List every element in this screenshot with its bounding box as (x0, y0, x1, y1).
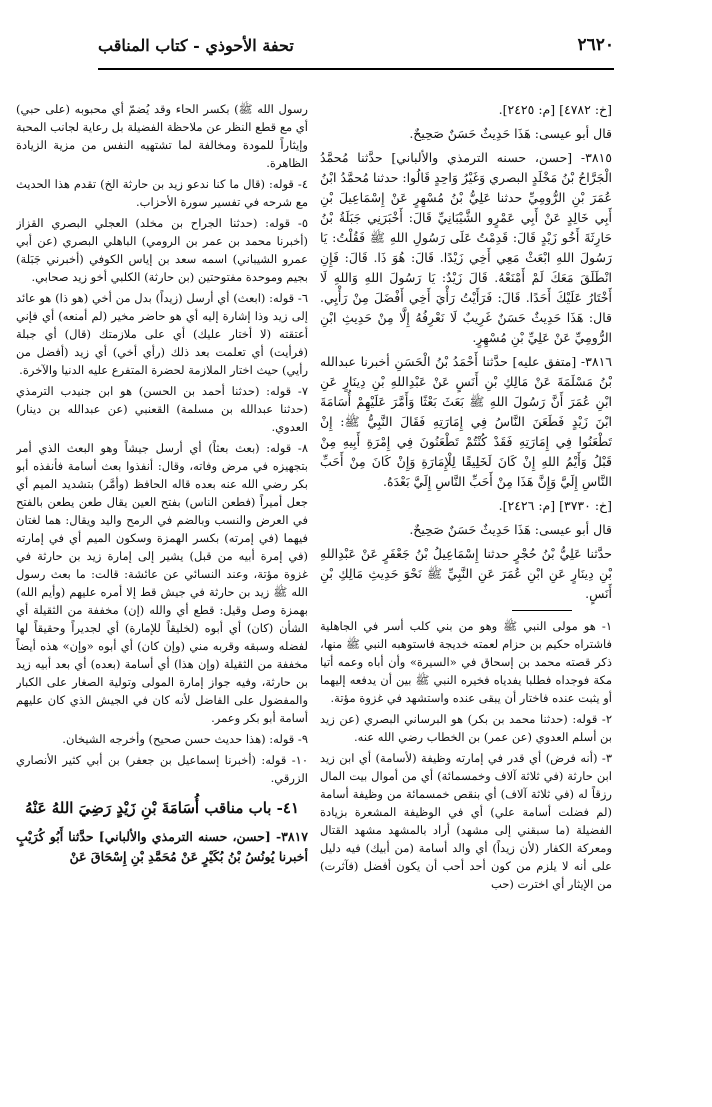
paragraph: [خ: ٤٧٨٢] [م: ٢٤٢٥]. (498, 102, 612, 117)
paragraph: رسول الله ﷺ) بكسر الحاء وقد يُضمّ أي محبوبه (على حبي) أي مع قطع النظر عن ملاحظة الفضيلة بل رعاية لجانب المحبة وإيثاراً للمودة ومخالفة لما تشتهيه النفس من مزية الزيادة الظاهرة. (16, 102, 308, 170)
paragraph: ٦- قوله: (ابعث) أي أرسل (زيداً) بدل من أخي (هو ذا) هو عائد إلى زيد وذا إشارة إليه أي هو حاضر مخير (لم أمنعه) أي فإني أعتقته (لا أختار عليك) أي على ملازمتك (قال) أي جبلة (فرأيت) أي تعلمت بعد ذلك (رأي أخي) أي زيد (أفضل من رأيي) حيث اختار الملازمة لحضرة المتفرع عليه الدنيا والآخرة. (16, 291, 308, 377)
footnote-divider (512, 610, 572, 611)
left-column (16, 100, 308, 1091)
page-header (98, 30, 614, 60)
right-column (320, 100, 612, 1091)
paragraph: قال أبو عيسى: هَذَا حَدِيثٌ حَسَنٌ صَحِيحٌ. (409, 126, 612, 141)
paragraph: ٩- قوله: (هذا حديث حسن صحيح) وأخرجه الشيخان. (62, 732, 308, 746)
header-rule (98, 68, 614, 70)
paragraph: ٥- قوله: (حدثنا الجراح بن مخلد) العجلي البصري القزاز (أخبرنا محمد بن عمر بن الرومي) الباهلي البصري (عن أبي عمرو الشيباني) اسمه سعد بن إياس الكوفي (أخبرني جَبَلة) بجيم وموحدة مفتوحتين (بن حارثة) الكلبي أخو زيد صحابي. (16, 216, 308, 284)
paragraph: ٣٨١٦- [متفق عليه] حدَّثنا أَحْمَدُ بْنُ الْحَسَنِ أخبرنا عبدالله بْنُ مَسْلَمَةَ عَنْ مَالِكِ بْنِ أَنَسٍ عَنْ عَبْدِاللهِ بْنِ دِينَارٍ عَنِ ابْنِ عُمَرَ أَنَّ رَسُولَ اللهِ ﷺ بَعَثَ بَعْثًا وَأَمَّرَ عَلَيْهِمْ أُسَامَةَ ابْنَ زَيْدٍ فَطَعَنَ النَّاسُ فِي إِمَارَتِهِ فَقَالَ النَّبِيُّ ﷺ: إِنْ تَطْعَنُوا فِي إِمَارَتِهِ فَقَدْ كُنْتُمْ تَطْعَنُونَ فِي إِمْرَةِ أَبِيهِ مِنْ قَبْلُ وَأَيْمُ اللهِ إِنْ كَانَ لَخَلِيقًا لِلْإِمَارَةِ وَإِنْ كَانَ مِنْ أَحَبِّ النَّاسِ إِلَيَّ وَإِنَّ هَذَا مِنْ أَحَبِّ النَّاسِ إِلَيَّ بَعْدَهُ. (320, 354, 612, 489)
chapter-heading: ٤١- باب مناقب أُسَامَةَ بْنِ زَيْدٍ رَضِيَ اللهُ عَنْهُ (24, 799, 300, 817)
paragraph: ١٠- قوله: (أخبرنا إسماعيل بن جعفر) بن أبي كثير الأنصاري الزرقي. (16, 753, 308, 785)
paragraph: ٤- قوله: (قال ما كنا ندعو زيد بن حارثة الخ) تقدم هذا الحديث مع شرحه في تفسير سورة الأحزاب. (16, 177, 308, 209)
footnote: ١- هو مولى النبي ﷺ وهو من بني كلب أسر في الجاهلية فاشتراه حكيم بن حزام لعمته خديجة فاستوهبه النبي ﷺ منها، ذكر قصته محمد بن إسحاق في «السيرة» وأن أباه وعمه أتيا مكة فوجداه فطلبا يفدياه فخيره النبي ﷺ بين أن يدفعه إليهما أو يثبت عنده فاختار أن يبقى عنده واستشهد في غزوة مؤتة. (320, 619, 612, 705)
footnote: ٢- قوله: (حدثنا محمد بن بكر) هو البرساني البصري (عن زيد بن أسلم العدوي (عن عمر) بن الخطاب رضي الله عنه. (320, 712, 612, 744)
paragraph: قال أبو عيسى: هَذَا حَدِيثٌ حَسَنٌ صَحِيحٌ. (409, 522, 612, 537)
paragraph: ٧- قوله: (حدثنا أحمد بن الحسن) هو ابن جنيدب الترمذي (حدثنا عبدالله بن مسلمة) القعنبي (عن عبدالله بن دينار) العدوي. (16, 384, 308, 434)
paragraph: ٣٨١٥- [حسن، حسنه الترمذي والألباني] حدَّثنا مُحمَّدُ الْجَرَّاحُ بْنُ مَخْلَدٍ البصري وَغَيْرُ وَاحِدٍ قَالُوا: حدثنا مُحمَّدُ ابْنُ عُمَرَ بْنِ الرُّومِيِّ حدثنا عَلِيُّ بْنُ مُسْهِرٍ عَنْ إِسْمَاعِيلَ بْنِ أَبِي خَالِدٍ عَنْ أَبِي عَمْرٍو الشَّيْبَانِيِّ قَالَ: أَخْبَرَنِي جَبَلَةُ بْنُ حَارِثَةَ أَخُو زَيْدٍ قَالَ: قَدِمْتُ عَلَى رَسُولِ اللهِ ﷺ فَقُلْتُ: يَا رَسُولَ اللهِ ابْعَثْ مَعِي أَخِي زَيْدًا. قَالَ: هُوَ ذَا. قَالَ: فَإِنِ انْطَلَقَ مَعَكَ لَمْ أَمْنَعْهُ. قَالَ زَيْدٌ: يَا رَسُولَ اللهِ وَاللهِ لَا أَخْتَارُ عَلَيْكَ أَحَدًا. قَالَ: فَرَأَيْتُ رَأْيَ أَخِي أَفْضَلَ مِنْ رَأْيِي. قال: هَذَا حَدِيثٌ حَسَنٌ غَرِيبٌ لَا نَعْرِفُهُ إِلَّا مِنْ حَدِيثِ ابْنِ الرُّومِيِّ عَنْ عَلِيِّ بْنِ مُسْهِرٍ. (320, 150, 612, 345)
paragraph: حدَّثنا عَلِيُّ بْنُ حُجْرٍ حدثنا إِسْمَاعِيلُ بْنُ جَعْفَرٍ عَنْ عَبْدِاللهِ بْنِ دِينَارٍ عَنِ ابْنِ عُمَرَ عَنِ النَّبِيِّ ﷺ نَحْوَ حَدِيثِ مَالِكِ بْنِ أَنَسٍ. (320, 546, 612, 601)
page-number: ٢٦٢٠ (577, 35, 614, 55)
footnote: ٣- (أنه فرض) أي قدر في إمارته وظيفة (لأسامة) أي ابن زيد ابن حارثة (في ثلاثة آلاف وخمسمائة) أي من أموال بيت المال رزقاً له (في ثلاثة آلاف) أي بنقص خمسمائة من وظيفة أسامة (لم فضلت أسامة علي) أي في الوظيفة المشعرة بزيادة الفضيلة (ما سبقني إلى مشهد) أراد بالمشهد مشهد القتال ومعركة الكفار (لأن زيداً) أي والد أسامة (من أبيك) فيه دليل على أنه لا يلزم من كون أحد أحب أن يكون أفضل (فآثرت) من الإيثار أي اخترت (حب (320, 751, 612, 891)
paragraph: [خ: ٣٧٣٠] [م: ٢٤٢٦]. (498, 498, 612, 513)
hadith-text: ٣٨١٧- [حسن، حسنه الترمذي والألباني] حدَّثنا أَبُو كُرَيْبٍ أخبرنا يُونُسُ بْنُ بُكَيْرٍ عَنْ مُحَمَّدِ بْنِ إِسْحَاقَ عَنْ (16, 829, 308, 864)
running-title: تحفة الأحوذي - كتاب المناقب (98, 35, 294, 55)
paragraph: ٨- قوله: (بعث بعثاً) أي أرسل جيشاً وهو البعث الذي أمر بتجهيزه في مرض وفاته، وقال: أنفذوا بعث أسامة فأنفذه أبو بكر رضي الله عنه بعده قاله الحافظ (وأمَّر) بتشديد الميم أي جعل أميراً (فطعن الناس) بفتح العين يقال طعن يطعن بالفتح في العرض والنسب وبالضم في الرمح واليد ويقال: هما لغتان فيهما (في إمرته) بكسر الهمزة وسكون الميم أي في إمارته (في إمرة أبيه من قبل) يشير إلى إمارة زيد بن حارثة في غزوة مؤتة، وعند النسائي عن عائشة: قالت: ما بعث رسول الله ﷺ زيد بن حارثة في جيش قط إلا أمره عليهم (وأيم الله) بهمزة وصل وقيل: قطع أي والله (إن) مخففة من الثقيلة أي الشأن (كان) أي أبوه (لخليقاً للإمارة) أي لجديراً وحقيقاً لها لفضله وسبقه وقربه مني (وإن كان) أي أبوه «وإن» هذه أيضاً مخففة من الثقيلة (وإن هذا) أي أسامة (بعده) أي بعد أبيه زيد بن حارثة، وفيه جواز إمارة المولى وتولية الصغار على الكبار والمفضول على الفاضل لأنه كان في الجيش الذي كان عليهم أسامة أبو بكر وعمر. (16, 441, 308, 725)
